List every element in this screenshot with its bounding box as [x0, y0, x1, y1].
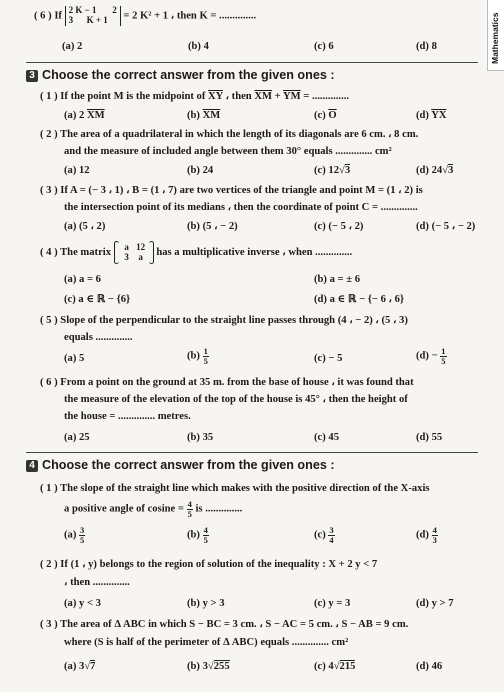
- option-b: (b) 24: [187, 165, 214, 176]
- option-a: (a) $\frac{3}{5}$: [64, 525, 85, 545]
- option-b: (b) $\overline{XM}$: [187, 110, 221, 121]
- subject-side-tab: [487, 0, 504, 71]
- matrix: a 12 3 a: [114, 242, 154, 263]
- option-c: (c) $\frac{3}{4}$: [314, 525, 334, 545]
- option-b: (b) 35: [187, 432, 214, 443]
- s3-q6-line2: the measure of the elevation of the top of the house is 45° ، then the height of: [64, 394, 408, 405]
- option-a: (a) a = 6: [64, 274, 101, 285]
- section-number-badge: 4: [26, 460, 38, 472]
- s3-q2-line1: ( 2 ) The area of a quadrilateral in which the length of its diagonals are 6 cm. ، 8 cm.: [40, 129, 419, 140]
- option-c: (c) $\overline{O}$: [314, 110, 337, 121]
- option-c: (c) − 5: [314, 353, 343, 364]
- q-top-6: ( 6 ) If 2 K − 1 2 3 K + 1 = 2 K² + 1 ، then K = ..............: [34, 5, 257, 25]
- option-a: (a) 5: [64, 353, 85, 364]
- s4-q2-line2: ، then ..............: [64, 577, 130, 588]
- option-c: (c) 4√215: [314, 661, 356, 672]
- s4-q3-line2: where (S is half of the perimeter of Δ ABC) equals .............. cm²: [64, 637, 349, 648]
- option-b: (b) y > 3: [187, 598, 225, 609]
- option-d: (d) y > 7: [416, 598, 454, 609]
- option-b: (b) $\frac{1}{5}$: [187, 346, 208, 366]
- s3-q5-line2: equals ..............: [64, 332, 133, 343]
- option-d: (d) a ∈ ℝ − {− 6 ، 6}: [314, 294, 405, 305]
- s3-q3-line2: the intersection point of its medians ، then the coordinate of point C = ..............: [64, 202, 418, 213]
- option-c: (c) a ∈ ℝ − {6}: [64, 294, 131, 305]
- option-d: (d) $\overline{YX}$: [416, 110, 447, 121]
- s4-q1-line1: ( 1 ) The slope of the straight line which makes with the positive direction of the X-axis: [40, 483, 430, 494]
- option-b: (b) (5 ، − 2): [187, 221, 238, 232]
- s3-q2-line2: and the measure of included angle between them 30° equals .............. cm²: [64, 146, 392, 157]
- s3-q6-line3: the house = .............. metres.: [64, 411, 191, 422]
- option-a: (a) (5 ، 2): [64, 221, 106, 232]
- option-a: (a) 2 $\overline{XM}$: [64, 110, 105, 121]
- s3-q4: ( 4 ) The matrix a 12 3 a has a multiplicative inverse ، when ..............: [40, 242, 353, 263]
- s3-q1: ( 1 ) If the point M is the midpoint of $\overline{XY}$ ، then $\overline{XM} + \overline{YM}$ = ..............: [40, 91, 350, 102]
- s3-q3-line1: ( 3 ) If A = (− 3 ، 1) ، B = (1 ، 7) are two vertices of the triangle and point M = (1 ، 2) is: [40, 185, 423, 196]
- option-c: (c) 45: [314, 432, 339, 443]
- section-4-heading: 4 Choose the correct answer from the given ones :: [26, 458, 335, 474]
- option-b: (b) 4: [188, 41, 209, 52]
- option-c: (c) 6: [314, 41, 334, 52]
- option-d: (d) (− 5 ، − 2): [416, 221, 476, 232]
- option-a: (a) y < 3: [64, 598, 101, 609]
- option-a: (a) 2: [62, 41, 83, 52]
- s3-q5-line1: ( 5 ) Slope of the perpendicular to the straight line passes through (4 ، − 2) ، (5 ، 3): [40, 315, 408, 326]
- option-a: (a) 3√7: [64, 661, 96, 672]
- option-d: (d) 46: [416, 661, 443, 672]
- option-a: (a) 12: [64, 165, 90, 176]
- option-c: (c) (− 5 ، 2): [314, 221, 364, 232]
- option-b: (b) 3√255: [187, 661, 230, 672]
- option-d: (d) 55: [416, 432, 443, 443]
- determinant: 2 K − 1 2 3 K + 1: [65, 6, 121, 26]
- option-c: (c) 12√3: [314, 165, 351, 176]
- subject-label: Mathematics: [490, 12, 500, 64]
- option-b: (b) $\frac{4}{5}$: [187, 525, 208, 545]
- section-3-heading: 3 Choose the correct answer from the given ones :: [26, 68, 335, 84]
- s3-q6-line1: ( 6 ) From a point on the ground at 35 m. from the base of house ، it was found that: [40, 377, 414, 388]
- option-d: (d) 8: [416, 41, 437, 52]
- s4-q3-line1: ( 3 ) The area of Δ ABC in which S − BC = 3 cm. ، S − AC = 5 cm. ، S − AB = 9 cm.: [40, 619, 409, 630]
- option-b: (b) a = ± 6: [314, 274, 360, 285]
- divider: [26, 62, 478, 63]
- section-number-badge: 3: [26, 70, 38, 82]
- s4-q2-line1: ( 2 ) If (1 ، y) belongs to the region of solution of the inequality : X + 2 y < 7: [40, 559, 378, 570]
- divider: [26, 452, 478, 453]
- option-d: (d) − $\frac{1}{5}$: [416, 346, 446, 366]
- s4-q1-line2: a positive angle of cosine = $\frac{4}{5}$ is ..............: [64, 499, 243, 519]
- option-c: (c) y = 3: [314, 598, 351, 609]
- option-a: (a) 25: [64, 432, 90, 443]
- option-d: (d) $\frac{4}{3}$: [416, 525, 437, 545]
- option-d: (d) 24√3: [416, 165, 454, 176]
